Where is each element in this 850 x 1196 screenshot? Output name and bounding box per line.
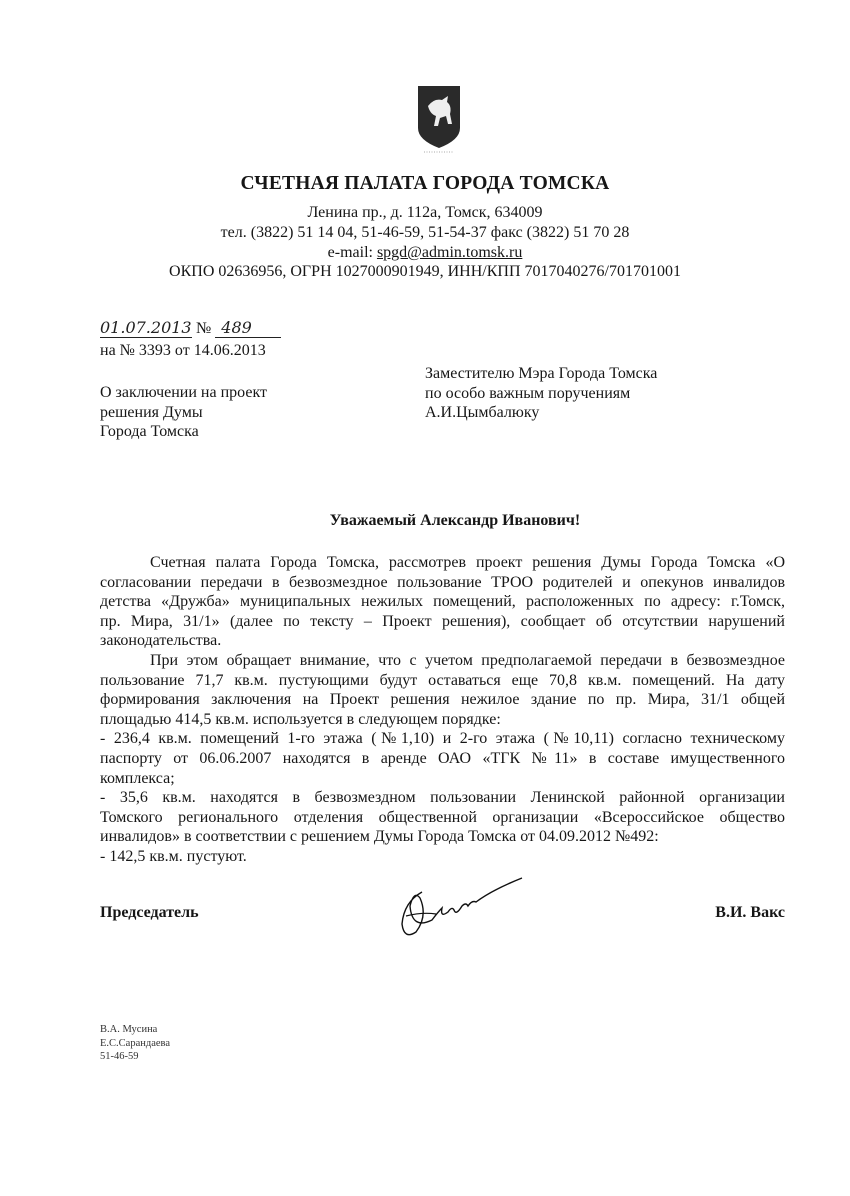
addressee-line: А.И.Цымбалюку — [425, 404, 540, 421]
subject-line: решения Думы — [100, 403, 203, 421]
outgoing-reference — [100, 318, 281, 338]
number-sign: № — [196, 320, 212, 337]
executors — [100, 1023, 170, 1064]
address: Ленина пр., д. 112а, Томск, 634009 — [307, 204, 543, 221]
addressee — [425, 364, 657, 423]
coat-of-arms-icon — [414, 84, 464, 156]
body-line: - 142,5 кв.м. пустуют. — [100, 848, 247, 865]
body-line: согласовании передачи в безвозмездное пользование ТРОО родителей и опекунов инвалидов — [100, 573, 785, 591]
subject — [100, 383, 267, 442]
subject-line: О заключении на проект — [100, 384, 267, 401]
signatory-name: В.И. Вакс — [715, 904, 785, 921]
body-line: законодательства. — [100, 632, 222, 650]
body-line: пр. Мира, 31/1» (далее по тексту – Проект решения), сообщает об отсутствии нарушений — [100, 612, 785, 630]
reply-reference: на № 3393 от 14.06.2013 — [100, 342, 266, 359]
subject-line: Города Томска — [100, 423, 199, 440]
signatory-position: Председатель — [100, 904, 199, 921]
body-line: Томского регионального отделения общественной организации «Всероссийское общество — [100, 808, 785, 826]
body-line: паспорту от 06.06.2007 находятся в аренде ОАО «ТГК №11» в составе имущественного — [100, 750, 785, 767]
addressee-line: по особо важным поручениям — [425, 384, 631, 402]
body-line: Счетная палата Города Томска, рассмотрев проект решения Думы Города Томска «О — [150, 554, 785, 571]
letter-number: 489 — [215, 318, 281, 338]
phones: тел. (3822) 51 14 04, 51-46-59, 51-54-37 факс (3822) 51 70 28 — [220, 224, 630, 241]
executor-phone: 51-46-59 — [100, 1051, 139, 1062]
body-line: площадью 414,5 кв.м. используется в следующем порядке: — [100, 710, 501, 728]
executor-line: В.А. Мусина — [100, 1024, 158, 1035]
body-line: комплекса; — [100, 769, 175, 787]
email-link[interactable]: spgd@admin.tomsk.ru — [376, 244, 523, 261]
body-line: формирования заключения на Проект решения нежилое здание по пр. Мира, 31/1 общей — [100, 691, 785, 709]
registry-codes: ОКПО 02636956, ОГРН 1027000901949, ИНН/КПП 7017040276/701701001 — [169, 263, 681, 280]
organization-name: СЧЕТНАЯ ПАЛАТА ГОРОДА ТОМСКА — [240, 173, 610, 194]
body-line: инвалидов» в соответствии с решением Думы Города Томска от 04.09.2012 №492: — [100, 828, 659, 846]
executor-line: Е.С.Сарандаева — [100, 1037, 171, 1049]
addressee-line: Заместителю Мэра Города Томска — [425, 365, 658, 382]
letter-date: 01.07.2013 — [100, 318, 192, 337]
greeting: Уважаемый Александр Иванович! — [329, 512, 581, 529]
body-line: пользование 71,7 кв.м. пустующими будут оставаться еще 70,8 кв.м. помещений. На дату — [100, 671, 785, 689]
body-line: детства «Дружба» муниципальных нежилых помещений, расположенных по адресу: г.Томск, — [100, 593, 785, 611]
body-line: При этом обращает внимание, что с учетом предполагаемой передачи в безвозмездное — [150, 652, 785, 669]
email-label: e-mail: — [327, 244, 377, 261]
body-line: - 236,4 кв.м. помещений 1-го этажа (№1,10) и 2-го этажа (№10,11) согласно техническому — [100, 730, 785, 748]
signature-icon — [392, 872, 527, 949]
email-line — [0, 244, 850, 262]
body-line: - 35,6 кв.м. находятся в безвозмездном пользовании Ленинской районной организации — [100, 789, 785, 807]
